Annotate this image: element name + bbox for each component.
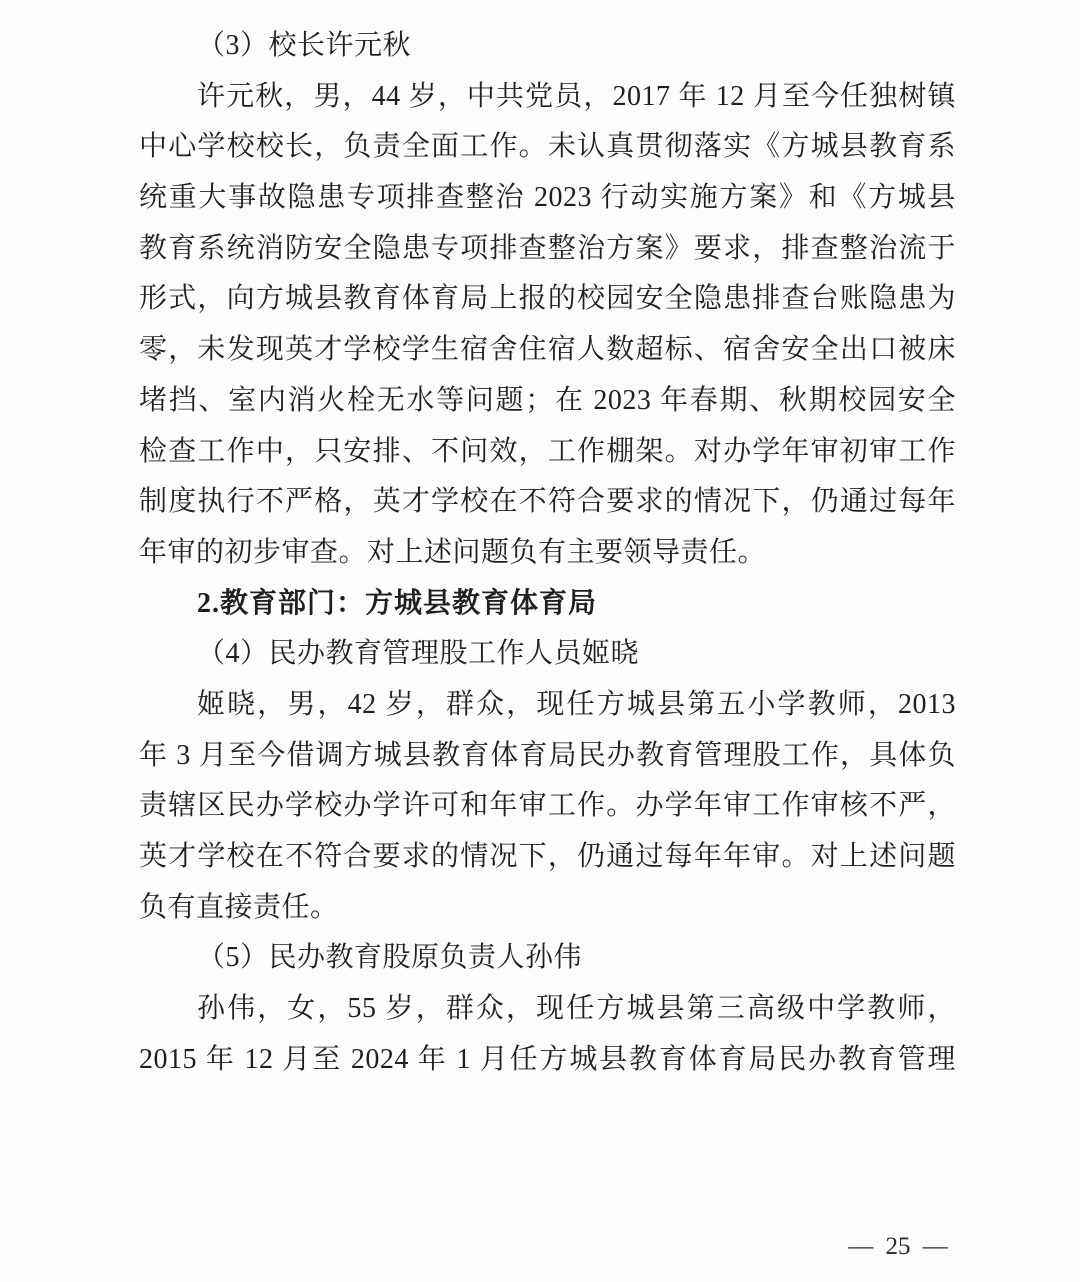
text-line: 中心学校校长，负责全面工作。未认真贯彻落实《方城县教育系	[139, 131, 956, 163]
page-number: — 25 —	[848, 1233, 948, 1260]
text-line: 责辖区民办学校办学许可和年审工作。办学年审工作审核不严，	[139, 790, 956, 822]
section-heading-line: 2.教育部门：方城县教育体育局	[197, 587, 598, 619]
text-line: 形式，向方城县教育体育局上报的校园安全隐患排查台账隐患为	[139, 283, 956, 315]
text-line: 2015 年 12 月至 2024 年 1 月任方城县教育体育局民办教育管理	[139, 1043, 956, 1075]
text-line: 年审的初步审查。对上述问题负有主要领导责任。	[139, 536, 767, 568]
document-body	[139, 21, 956, 1085]
text-line: 堵挡、室内消火栓无水等问题；在 2023 年春期、秋期校园安全	[139, 384, 956, 416]
text-line: 英才学校在不符合要求的情况下，仍通过每年年审。对上述问题	[139, 841, 956, 872]
text-line: （3）校长许元秋	[197, 30, 412, 61]
text-line: 负有直接责任。	[139, 891, 339, 923]
text-line: 制度执行不严格，英才学校在不符合要求的情况下，仍通过每年	[139, 486, 956, 518]
text-line: 孙伟，女，55 岁，群众，现任方城县第三高级中学教师，	[197, 993, 956, 1025]
text-line: 许元秋，男，44 岁，中共党员，2017 年 12 月至今任独树镇	[197, 80, 956, 112]
text-line: 检查工作中，只安排、不问效，工作棚架。对办学年审初审工作	[139, 435, 956, 467]
text-line: 统重大事故隐患专项排查整治 2023 行动实施方案》和《方城县	[139, 182, 956, 214]
text-line: （4）民办教育管理股工作人员姬晓	[197, 638, 640, 670]
text-line: 教育系统消防安全隐患专项排查整治方案》要求，排查整治流于	[139, 232, 956, 264]
text-line: 年 3 月至今借调方城县教育体育局民办教育管理股工作，具体负	[139, 739, 956, 771]
text-line: （5）民办教育股原负责人孙伟	[197, 942, 583, 974]
text-line: 零，未发现英才学校学生宿舍住宿人数超标、宿舍安全出口被床	[139, 334, 956, 366]
text-line: 姬晓，男，42 岁，群众，现任方城县第五小学教师，2013	[197, 688, 956, 720]
